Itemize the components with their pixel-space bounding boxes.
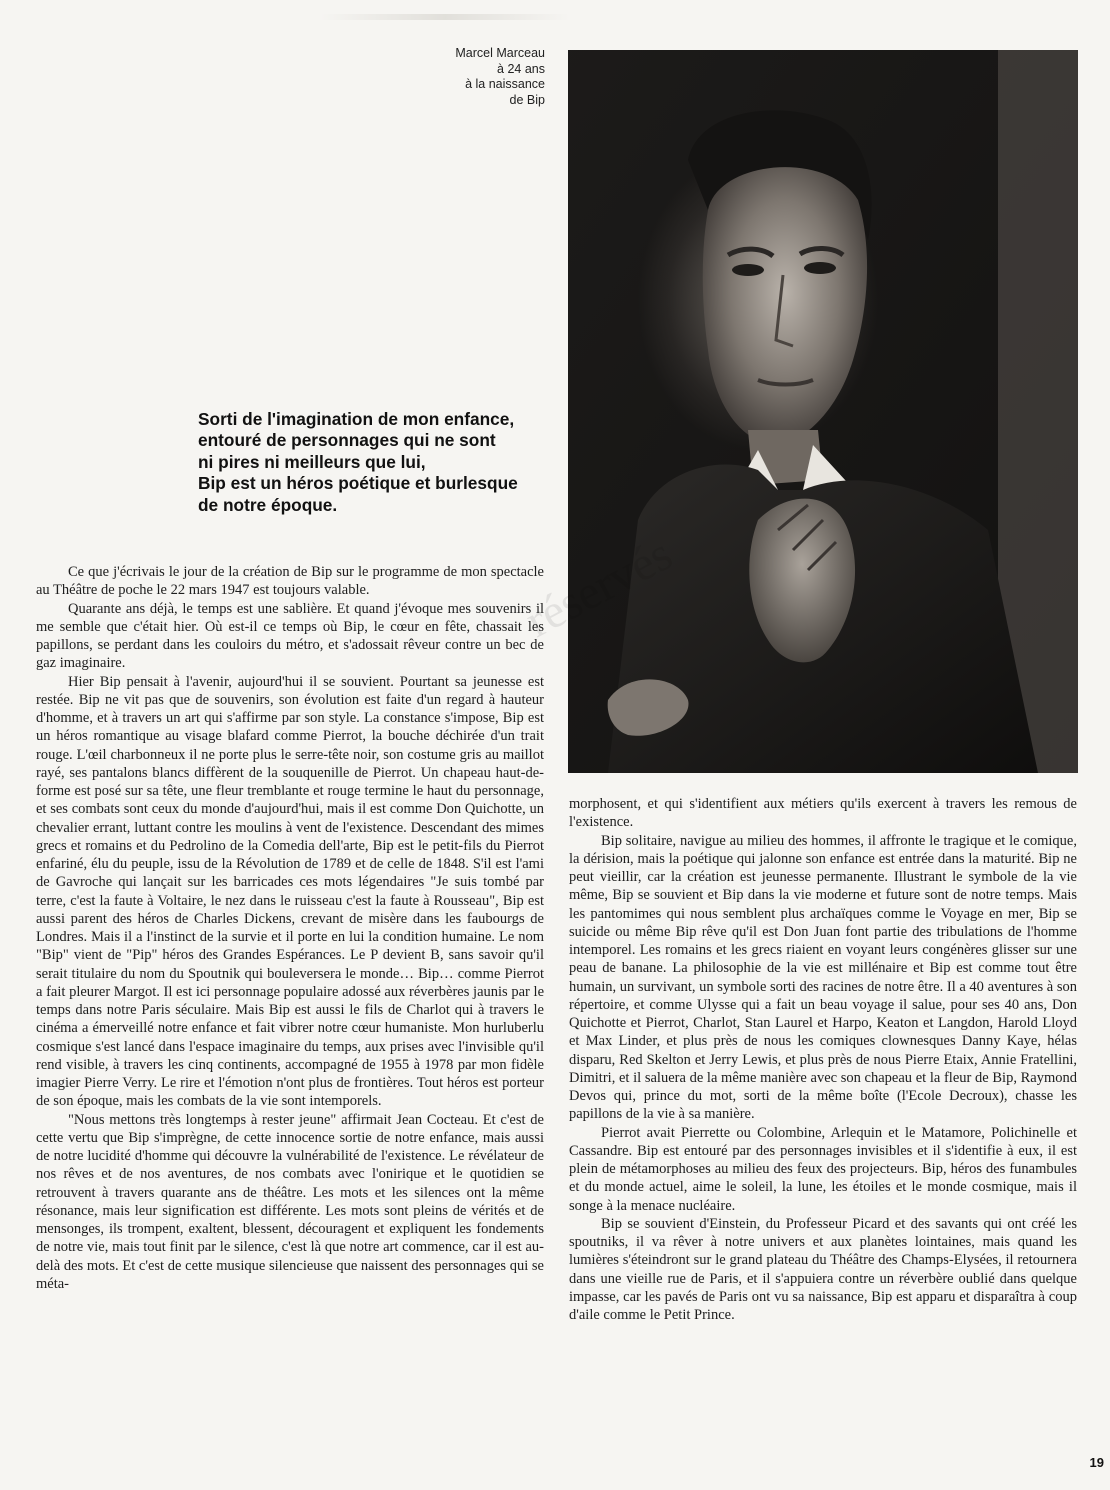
article-paragraph: Bip se souvient d'Einstein, du Professeur Picard et des savants qui ont créé les spoutniks, il va rêver à notre univers et aux planètes lointaines, mais quand les lumières s'éteindront sur le grand plateau du Théâtre des Champs-Elysées, il retournera dans une vieille rue de Paris, et il s'appuiera contre un réverbère oublié dans quelque impasse, car les pavés de Paris ont vu sa naissance, Bip est apparu et disparaîtra à coup d'aile comme le Petit Prince. [569,1215,1077,1323]
caption-line: à 24 ans [497,61,545,76]
article-column-right [569,795,1077,1324]
portrait-illustration [568,50,1078,773]
portrait-photo [568,50,1078,773]
article-paragraph: Quarante ans déjà, le temps est une sablière. Et quand j'évoque mes souvenirs il me semble que c'était hier. Où est-il ce temps où Bip, le cœur en fête, chassait les papillons, se perdant dans les couloirs du métro, et s'adossait rêveur contre un bec de gaz imaginaire. [36,600,544,672]
scan-artifact [320,14,570,20]
article-paragraph: Bip solitaire, navigue au milieu des hommes, il affronte le tragique et le comique, la dérision, mais la poétique qui jalonne son enfance est entrée dans la maturité. Bip ne peut vieillir, car la création est jeunesse permanente. Illustrant le symbole de la vie même, Bip se souvient et Bip dans la vie moderne et future sont de notre temps. Mais les pantomimes qui nous semblent plus archaïques comme le Voyage en mer, Bip se suicide ou même Bip rêve qu'il est Don Juan font partie des tribulations de l'homme intemporel. Les romains et les grecs riaient en voyant leurs congénères glisser sur une peau de banane. La philosophie de la vie est millénaire et Bip est comme tout être humain, un survivant, un symbole sorti des racines de notre être. Il a 40 aventures à son répertoire, et comme Ulysse qui a fait un beau voyage il salue, pour ses 40 ans, Don Quichotte et Pierrot, Charlot, Stan Laurel et Harpo, Keaton et Langdon, Harold Lloyd et Max Linder, et plus près de nous les comiques clownesques Danny Kaye, hélas disparu, Red Skelton et Jerry Lewis, et plus près de nous Pierre Etaix, Annie Fratellini, Dimitri, et il saluera de la même manière avec son chapeau et la fleur de Bip, Raymond Devos qui, prince du mot, sorti de la même boîte (l'Ecole Decroux), chasse les papillons de la vie à sa manière. [569,832,1077,1123]
article-paragraph: Pierrot avait Pierrette ou Colombine, Arlequin et le Matamore, Polichinelle et Cassandre. Bip est entouré par des personnages invisibles et il s'identifie à eux, il est plein de métamorphoses au milieu des feux des projecteurs. Bip, héros des funambules et du monde actuel, aime le soleil, la lune, les étoiles et le monde cosmique, mais il songe à la menace nucléaire. [569,1124,1077,1214]
page-number: 19 [1089,1455,1104,1470]
article-paragraph: morphosent, et qui s'identifient aux métiers qu'ils exercent à travers les remous de l'existence. [569,796,1077,831]
pull-quote-line: entouré de personnages qui ne sont [198,430,496,451]
article-paragraph: Ce que j'écrivais le jour de la création de Bip sur le programme de mon spectacle au Théâtre de poche le 22 mars 1947 est toujours valable. [36,564,544,599]
caption-line: de Bip [509,92,545,107]
caption-line: à la naissance [465,77,545,91]
article-paragraph: Hier Bip pensait à l'avenir, aujourd'hui il se souvient. Pourtant sa jeunesse est restée. Bip ne vit pas que de souvenirs, son évolution est faite d'un regard à hauteur d'homme, et à travers un art qui s'affirme par son style. La constance s'impose, Bip est un héros romantique au visage blafard comme Pierrot, la bouche déchirée d'un trait rouge. L'œil charbonneux il ne porte plus le serre-tête noir, son costume gris au maillot rayé, ses pantalons blancs diffèrent de la souquenille de Pierrot. Un chapeau haut-de-forme est posé sur sa tête, une fleur tremblante et rouge termine le haut du personnage, et ses combats sont ceux du monde d'aujourd'hui, mais il est comme Don Quichotte, un chevalier errant, luttant contre les moulins à vent de l'existence. Descendant des mimes grecs et romains et du Pedrolino de la Comedia dell'arte, Bip est le petit-fils du Pierrot enfariné, élu du peuple, issu de la Révolution de 1789 et de celle de 1848. S'il est l'ami de Gavroche qui lançait sur les barricades ces mots légendaires "Je suis tombé par terre, c'est la faute à Voltaire, le nez dans le ruisseau c'est la faute à Rousseau", Bip est aussi parent des héros de Charles Dickens, crevant de misère dans les faubourgs de Londres. Mais il a l'instinct de la survie et il porte en lui la condition humaine. Le nom "Bip" vient de "Pip" héros des Grandes Espérances. Le P devient B, sans savoir qu'il serait titulaire du nom du Spoutnik qui bouleversera le monde… Bip… comme Pierrot a fait pleurer Margot. Il est ici personnage populaire adossé aux réverbères jaunis par le temps dans notre Paris séculaire. Mais Bip est aussi le fils de Charlot qui à travers le cinéma a émerveillé notre enfance et fait vibrer notre cœur humaniste. Mon hurluberlu cosmique s'est lancé dans l'espace imaginaire du temps, aux prises avec l'invisible qu'il rend visible, à travers les cinq continents, accompagné de 1955 à 1978 par mon fidèle imagier Pierre Verry. Le rire et l'émotion n'ont plus de frontières. Tout héros est porteur de son époque, mais les combats de la vie sont intemporels. [36,673,544,1110]
pull-quote-line: Sorti de l'imagination de mon enfance, [198,409,515,429]
pull-quote-line: de notre époque. [198,494,338,515]
pull-quote-line: Bip est un héros poétique et burlesque [198,473,518,494]
article-column-left [36,563,544,1293]
pull-quote [198,409,558,516]
pull-quote-line: ni pires ni meilleurs que lui, [198,451,426,472]
photo-caption [400,46,545,108]
article-paragraph: "Nous mettons très longtemps à rester jeune" affirmait Jean Cocteau. Et c'est de cette vertu que Bip s'imprègne, de cette innocence sortie de notre enfance, mais aussi de notre lucidité d'homme qui découvre la vulnérabilité de l'existence. Le révélateur de nos rêves et de nos aventures, de nos combats avec l'onirique et le quotidien se retrouvent à travers quarante ans de théâtre. Les mots et les silences ont la même résonance, mais leur signification est différente. Les mots sont pleins de vérités et de mensonges, ils trompent, exaltent, blessent, découragent et expliquent les fondements de notre vie, mais tout finit par le silence, c'est là que notre art commence, car il est au-delà des mots. Et c'est de cette musique silencieuse que naissent des personnages qui se méta- [36,1111,544,1292]
caption-line: Marcel Marceau [455,46,545,60]
